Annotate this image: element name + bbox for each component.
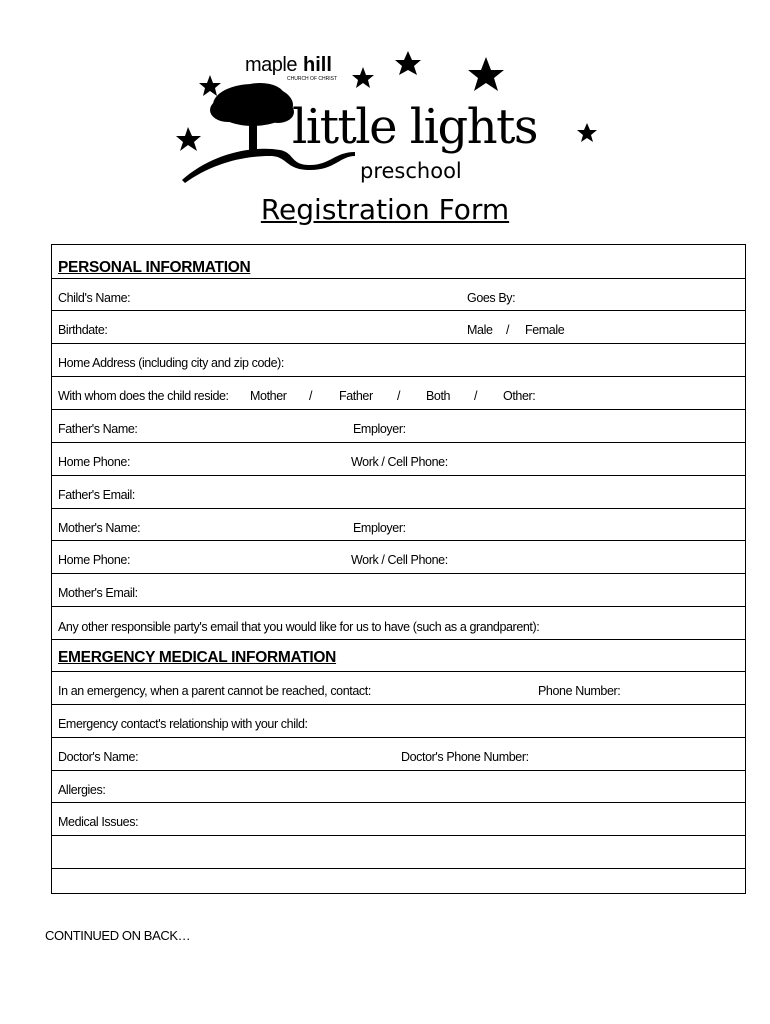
field-label[interactable]: Work / Cell Phone:: [351, 553, 448, 567]
field-label[interactable]: Goes By:: [467, 291, 516, 305]
logo-hill-text: hill: [303, 54, 332, 76]
option-other[interactable]: Other:: [503, 389, 536, 403]
logo-maple-text: maple: [245, 54, 297, 76]
section-title: PERSONAL INFORMATION: [58, 259, 251, 276]
field-label[interactable]: Father's Name:: [58, 422, 138, 436]
separator: /: [474, 389, 478, 403]
star-icon: [577, 123, 597, 142]
separator: /: [506, 323, 510, 337]
form-row-blank[interactable]: [52, 869, 745, 893]
option-both[interactable]: Both: [426, 389, 451, 403]
field-label[interactable]: Employer:: [353, 422, 406, 436]
logo-preschool-text: preschool: [360, 159, 462, 183]
form-row: [52, 803, 745, 836]
field-label[interactable]: Child's Name:: [58, 291, 131, 305]
field-label[interactable]: Home Phone:: [58, 455, 131, 469]
little-lights-logo: [170, 40, 610, 190]
logo-church-text: CHURCH OF CHRIST: [287, 76, 337, 82]
option-male[interactable]: Male: [467, 323, 493, 337]
field-label[interactable]: Home Address (including city and zip code):: [58, 356, 284, 370]
option-father[interactable]: Father: [339, 389, 373, 403]
form-row: [52, 705, 745, 738]
field-label[interactable]: Father's Email:: [58, 488, 135, 502]
star-icon: [468, 57, 504, 91]
option-mother[interactable]: Mother: [250, 389, 287, 403]
form-row: [52, 476, 745, 509]
form-row: [52, 541, 745, 574]
section-header-medical: [52, 640, 745, 672]
field-label[interactable]: Any other responsible party's email that you would like for us to have (such as a grandparent):: [58, 620, 540, 634]
form-title: Registration Form: [260, 193, 510, 226]
field-label[interactable]: Doctor's Phone Number:: [401, 750, 529, 764]
form-row: [52, 279, 745, 311]
field-label[interactable]: Allergies:: [58, 783, 106, 797]
field-label[interactable]: Birthdate:: [58, 323, 108, 337]
section-header-personal: [52, 245, 745, 279]
field-label: With whom does the child reside:: [58, 389, 229, 403]
form-row: [52, 311, 745, 344]
field-label[interactable]: Work / Cell Phone:: [351, 455, 448, 469]
star-icon: [352, 67, 374, 88]
field-label[interactable]: Doctor's Name:: [58, 750, 139, 764]
field-label[interactable]: Phone Number:: [538, 684, 621, 698]
form-row: [52, 672, 745, 705]
field-label[interactable]: Emergency contact's relationship with your child:: [58, 717, 308, 731]
form-row: [52, 410, 745, 443]
registration-form: [51, 244, 746, 894]
section-title: EMERGENCY MEDICAL INFORMATION: [58, 649, 337, 666]
field-label[interactable]: Medical Issues:: [58, 815, 139, 829]
form-row: [52, 574, 745, 607]
form-row-blank[interactable]: [52, 836, 745, 869]
separator: /: [309, 389, 313, 403]
star-icon: [176, 127, 201, 151]
logo-main-text: little lights: [292, 99, 538, 155]
form-row: [52, 607, 745, 640]
form-row: [52, 344, 745, 377]
form-row: [52, 443, 745, 476]
field-label[interactable]: Mother's Email:: [58, 586, 138, 600]
form-row: [52, 771, 745, 803]
star-icon: [199, 75, 221, 96]
field-label[interactable]: In an emergency, when a parent cannot be reached, contact:: [58, 684, 371, 698]
field-label[interactable]: Employer:: [353, 521, 406, 535]
form-row: [52, 377, 745, 410]
option-female[interactable]: Female: [525, 323, 565, 337]
star-icon: [395, 51, 421, 75]
separator: /: [397, 389, 401, 403]
field-label[interactable]: Home Phone:: [58, 553, 131, 567]
form-row: [52, 738, 745, 771]
continued-note: CONTINUED ON BACK…: [45, 928, 191, 943]
form-row: [52, 509, 745, 541]
field-label[interactable]: Mother's Name:: [58, 521, 141, 535]
